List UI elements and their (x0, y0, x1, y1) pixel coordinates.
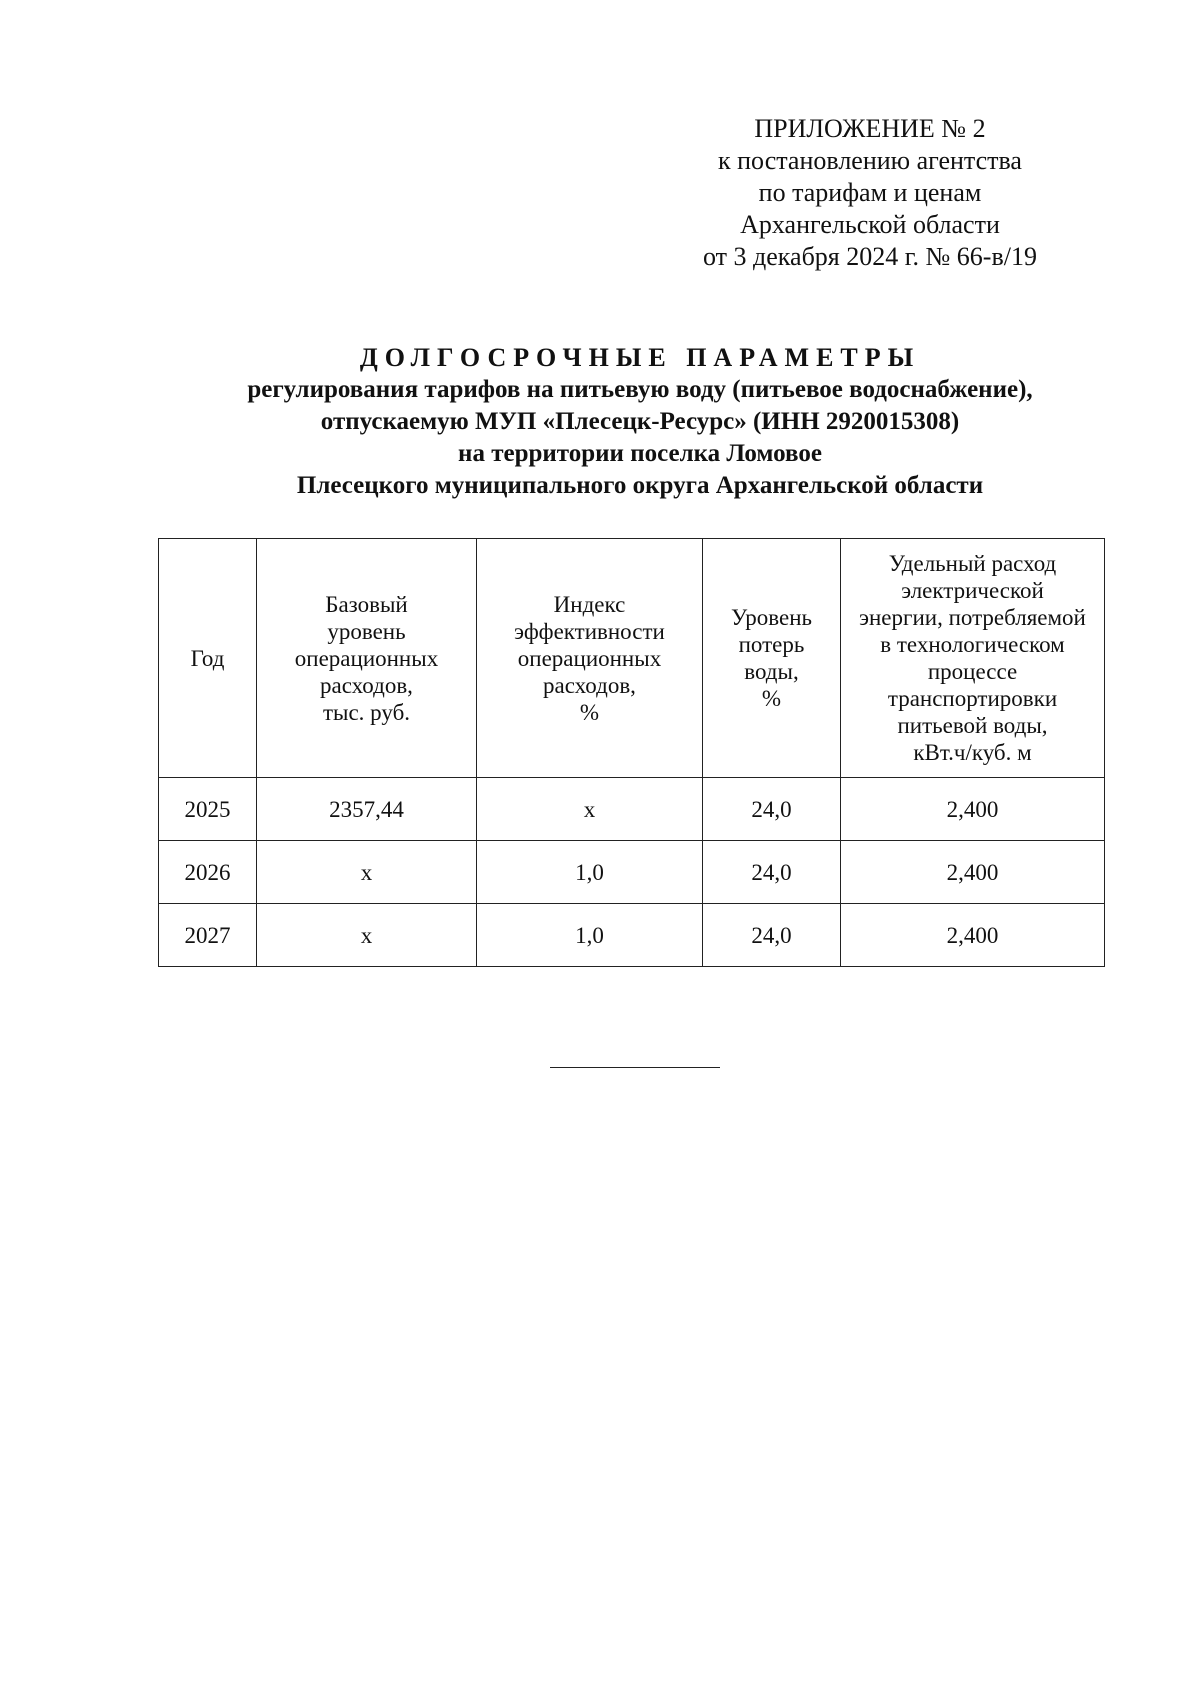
table-cell: 2027 (159, 904, 257, 967)
title-line-2: отпускаемую МУП «Плесецк-Ресурс» (ИНН 2920015308) (320, 408, 960, 435)
title-heading: ДОЛГОСРОЧНЫЕ ПАРАМЕТРЫ (359, 343, 921, 372)
header-text-line: % (579, 699, 600, 725)
table-cell: 2,400 (841, 904, 1105, 967)
header-text-line: в технологическом (880, 632, 1065, 657)
appendix-date: от 3 декабря 2024 г. № 66-в/19 (703, 242, 1037, 271)
appendix-region: Архангельской области (740, 210, 1000, 239)
appendix-number: ПРИЛОЖЕНИЕ № 2 (754, 114, 986, 143)
header-text-line: Год (190, 645, 225, 671)
header-text-line: энергии, потребляемой (859, 605, 1086, 630)
header-text-line: Удельный расход (888, 551, 1057, 576)
header-text-line: расходов, (320, 672, 413, 698)
appendix-reference: к постановлению агентства (718, 146, 1022, 175)
table-cell: 2,400 (841, 778, 1105, 841)
header-efficiency-index (477, 539, 703, 778)
table-body (159, 778, 1105, 967)
header-text-line: операционных (517, 645, 662, 671)
table-header (159, 539, 1105, 778)
header-text-line: воды, (744, 659, 799, 684)
appendix-block (660, 113, 1080, 273)
title-line-3: на территории поселка Ломовое (458, 440, 822, 467)
table-row (159, 904, 1105, 967)
table-cell: х (257, 904, 477, 967)
header-text-line: эффективности (514, 618, 665, 644)
header-water-loss (703, 539, 841, 778)
table-cell: 2026 (159, 841, 257, 904)
header-base-opex (257, 539, 477, 778)
header-text-line: электрической (901, 578, 1044, 603)
header-text-line: Базовый (325, 591, 408, 617)
end-divider-line (550, 1067, 720, 1068)
header-text-line: потерь (738, 632, 805, 657)
header-text-line: процессе (927, 659, 1018, 684)
header-text-line: тыс. руб. (322, 699, 411, 725)
appendix-agency: по тарифам и ценам (758, 178, 982, 207)
header-text-line: % (761, 686, 782, 711)
table-cell: х (257, 841, 477, 904)
header-text-line: кВт.ч/куб. м (913, 740, 1032, 765)
parameters-table (158, 538, 1105, 967)
header-text-line: транспортировки (887, 686, 1058, 711)
table-cell: 1,0 (477, 841, 703, 904)
table-cell: 24,0 (703, 904, 841, 967)
table-header-row (159, 539, 1105, 778)
title-line-4: Плесецкого муниципального округа Архангельской области (296, 472, 984, 499)
table-cell: 2025 (159, 778, 257, 841)
table-cell: 1,0 (477, 904, 703, 967)
table-row (159, 778, 1105, 841)
header-text-line: операционных (294, 645, 439, 671)
table-cell: х (477, 778, 703, 841)
table-cell: 2357,44 (257, 778, 477, 841)
table-cell: 24,0 (703, 841, 841, 904)
header-energy-consumption (841, 539, 1105, 778)
title-line-1: регулирования тарифов на питьевую воду (питьевое водоснабжение), (247, 376, 1033, 403)
header-text-line: Индекс (553, 591, 626, 617)
header-text-line: питьевой воды, (897, 713, 1048, 738)
header-text-line: расходов, (543, 672, 636, 698)
header-year (159, 539, 257, 778)
document-title (100, 342, 1180, 502)
header-text-line: Уровень (731, 605, 812, 630)
table-row (159, 841, 1105, 904)
table-cell: 2,400 (841, 841, 1105, 904)
table-cell: 24,0 (703, 778, 841, 841)
header-text-line: уровень (327, 618, 406, 644)
